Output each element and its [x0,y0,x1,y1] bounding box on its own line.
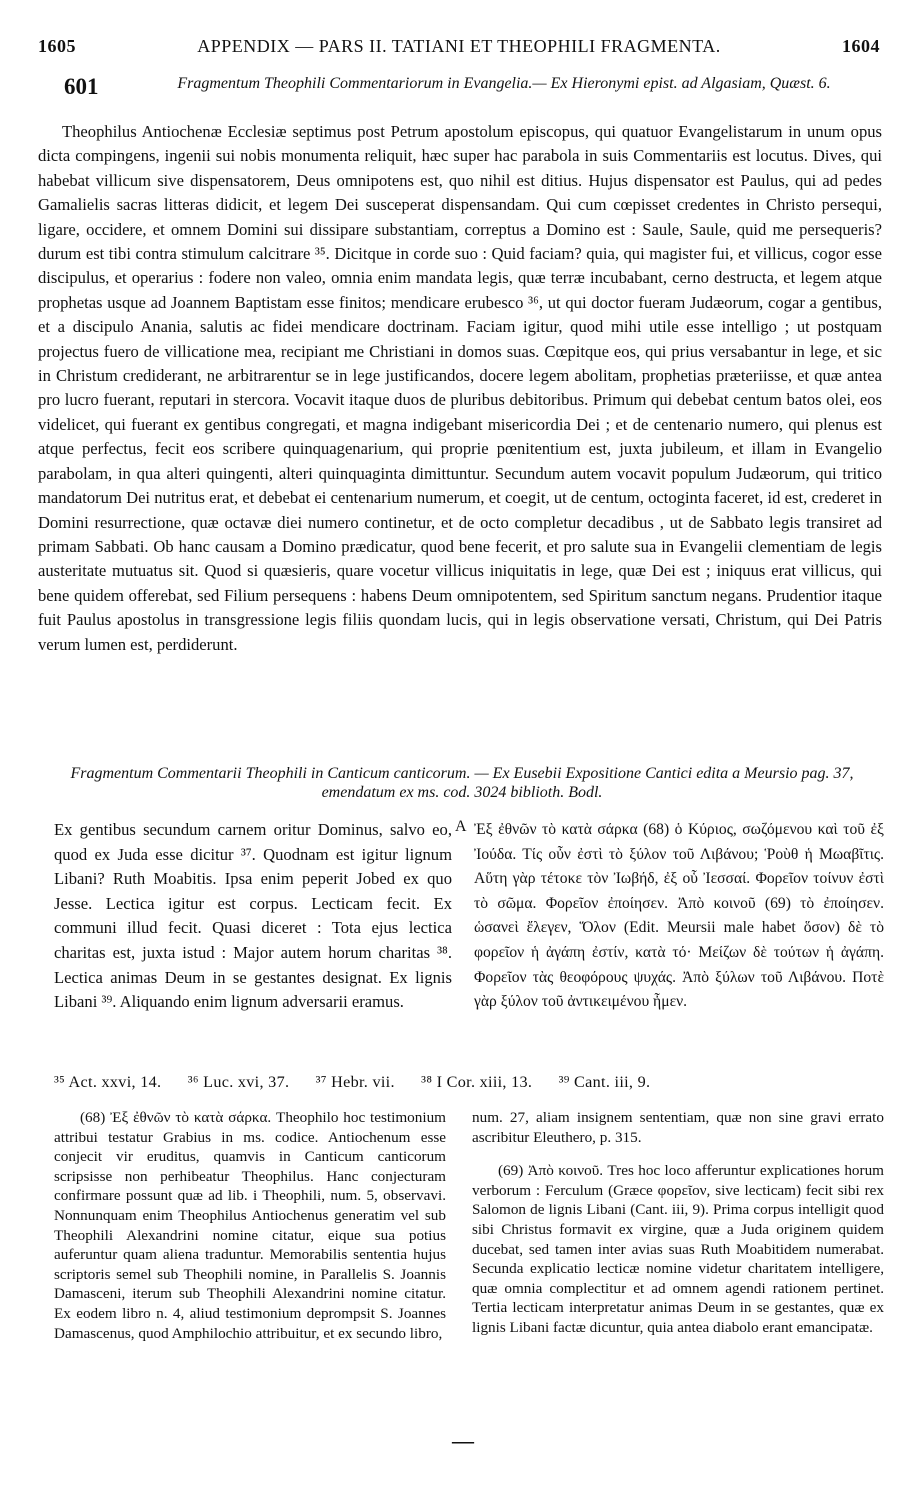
running-title: APPENDIX — PARS II. TATIANI ET THEOPHILI FRAGMENTA. [197,36,721,56]
running-header [38,36,880,58]
reference-36: ³⁶ Luc. xvi, 37. [187,1073,290,1091]
reference-37: ³⁷ Hebr. vii. [315,1073,395,1091]
scripture-references [54,1073,884,1092]
reference-35: ³⁵ Act. xxvi, 14. [54,1073,162,1091]
latin-paragraph: Ex gentibus secundum carnem oritur Dominus, salvo eo, quod ex Juda esse dicitur ³⁷. Quodnam est igitur lignum Libani? Ruth Moabitis. Ipsa enim peperit Jobed ex quo Jesse. Lectica igitur est corpus. Lecticam fecit. Ex communi illud fecit. Quasi diceret : Tota ejus lectica charitas est, juxta istud : Major autem horum charitas ³⁸. Lectica animas Deum in se gestantes designat. Ex lignis Libani ³⁹. Aliquando enim lignum adversarii eramus. [54,820,452,1012]
canticum-fragment-title: Fragmentum Commentarii Theophili in Canticum canticorum. — Ex Eusebii Expositione Cantici edita a Meursio pag. 37, emendatum ex ms. cod. 3024 biblioth. Bodl. [70,765,854,801]
notes-right-column [472,1108,884,1338]
page-number-left: 1605 [38,36,76,56]
greek-column [474,818,884,1015]
reference-39: ³⁹ Cant. iii, 9. [558,1073,651,1091]
main-text [38,120,882,657]
fragment-number: 601 [64,74,99,99]
greek-paragraph: Ἐξ ἐθνῶν τὸ κατὰ σάρκα (68) ὁ Κύριος, σωζόμενου καὶ τοῦ ἐξ Ἰούδα. Τίς οὖν ἐστὶ τὸ ξύλον τοῦ Λιβάνου; Ῥοὺθ ἡ Μωαβῖτις. Αὕτη γὰρ τέτοκε τὸν Ἰωβήδ, ἐξ οὗ Ἰεσσαί. Φορεῖον τοίνυν ἐστὶ τὸ σῶμα. Φορεῖον ἐποίησεν. Ἀπὸ κοινοῦ (69) τὸ ἐποίησεν. ὡσανεὶ ἔλεγεν, Ὅλον (Edit. Meursii male habet ὅσον) δὲ τὸ φορεῖον ἡ ἀγάπη ἐστίν, κατὰ τό· Μείζων δὲ τούτων ἡ ἀγάπη. Φορεῖον τὰς θεοφόρους ψυχάς. Ἀπὸ ξύλων τοῦ Λιβάνου. Ποτὲ γὰρ ξύλον τοῦ ἀντικειμένου ἦμεν. [474,821,884,1011]
reference-38: ³⁸ I Cor. xiii, 13. [421,1073,533,1091]
bottom-dash: — [452,1428,474,1453]
latin-column [54,818,452,1015]
note-68-continued: num. 27, aliam insignem sententiam, quæ non sine gravi errato ascribitur Eleuthero, p. 315. [472,1109,884,1146]
notes-left-column [54,1108,446,1343]
note-68: (68) Ἐξ ἐθνῶν τὸ κατὰ σάρκα. Theophilo hoc testimonium attribui testatur Grabius in ms. codice. Antiochenum esse conjecit vir eruditus, quamvis in Canticum canticorum scripsisse non perhibeatur Theophilus. Hanc conjecturam confirmare possunt quæ ad lib. i Theophili, num. 5, observavi. Nonnunquam enim Theophilus Antiochenus generatim vel sub Theophili Alexandrini nomine citatur, eique sua potius auferuntur quam aliena traduntur. Memorabilis sententia hujus scriptoris semel sub Theophili nomine, in Parallelis S. Joannis Damasceni, iterum sub Theophili Alexandrini nomine citatur. Ex eodem libro n. 4, aliud testimonium deprompsit S. Joannes Damascenus, quod Amphilochio attribuitur, et ex secundo libro, [54,1109,446,1342]
fragment-title-text: Fragmentum Theophili Commentariorum in Evangelia.— Ex Hieronymi epist. ad Algasiam, Quæst. 6. [177,75,831,92]
margin-letter: A [455,818,467,835]
fragment-title [64,74,884,93]
page-number-right: 1604 [842,36,880,56]
main-paragraph: Theophilus Antiochenæ Ecclesiæ septimus post Petrum apostolum episcopus, qui quatuor Evangelistarum in unum opus dicta compingens, ingenii sui nobis monumenta reliquit, hæc super hac parabola in suis Commentariis est locutus. Dives, qui habebat villicum sive dispensatorem, Deus omnipotens est, quo nihil est ditius. Hujus dispensator est Paulus, qui ad pedes Gamalielis sacras litteras didicit, et legem Dei susceperat dispensandam. Qui cum cœpisset credentes in Christo persequi, ligare, occidere, et omnem Domini sui dissipare substantiam, correptus a Domino est : Saule, Saule, quid me persequeris? durum est tibi contra stimulum calcitrare ³⁵. Dicitque in corde suo : Quid faciam? quia, qui magister fui, et villicus, cogor esse discipulus, et operarius : fodere non valeo, omnia enim mandata legis, quæ terræ incubabant, cerno destructa, et legem atque prophetas usque ad Joannem Baptistam esse finitos; mendicare erubesco ³⁶, ut qui doctor fueram Judæorum, cogar a gentibus, et a discipulo Anania, salutis ac fidei mendicare doctrinam. Faciam igitur, quod mihi utile esse intelligo ; ut postquam projectus fuero de villicatione mea, recipiant me Christiani in domos suas. Cœpitque eos, qui prius versabantur in lege, et sic in Christum crediderant, ne arbitrarentur se in lege justificandos, docere legem abolitam, prophetias præteriisse, et quæ antea pro lucro fuerant, reputari in stercora. Vocavit itaque duos de pluribus debitoribus. Primum qui debebat centum batos olei, eos videlicet, qui fuerant ex gentibus congregati, et magna indigebant misericordia Dei ; et de centenario numero, qui plenus est atque perfectus, fecit eos scribere quinquagenarium, qui proprie pœnitentium est, juxta jubileum, et illam in Evangelio parabolam, in qua alteri quingenti, alteri quinquaginta dimittuntur. Secundum autem vocavit populum Judæorum, qui tritico mandatorum Dei nutritus erat, et debebat ei centenarium numerum, et coegit, ut de centum, octoginta faceret, id est, crederet in Domini resurrectione, quæ octavæ diei numero continetur, et de octo completur decadibus , ut de Sabbato legis transiret ad primam Sabbati. Ob hanc causam a Domino prædicatur, quod bene fecerit, et pro salute sua in Evangelii clementiam de legis austeritate mutuatus sit. Quod si quæsieris, quare vocetur villicus iniquitatis in lege, quæ Dei est ; iniquus erat villicus, qui bene quidem offerebat, sed Filium persequens : habens Deum omnipotentem, sed Spiritum sanctum negans. Prudentior itaque fuit Paulus apostolus in transgressione legis filiis quondam lucis, qui in legis observatione versati, Christum, qui Dei Patris verum lumen est, perdiderunt. [38,122,882,654]
note-69: (69) Ἀπὸ κοινοῦ. Tres hoc loco afferuntur explicationes horum verborum : Ferculum (Græce φορεῖον, sive lecticam) fecit sibi rex Salomon de lignis Libani (Cant. iii, 9). Prima corpus intelligit quod sibi Christus formavit ex virgine, quæ a Juda originem quidem ducebat, sed tamen inter avias suas Ruth Moabitidem numerabat. Secunda explicatio lecticæ nomine videtur charitatem intelligere, quæ omnia complectitur et ad omnem agendi rationem pertinet. Tertia lecticam interpretatur animas Deum in se gestantes, quæ ex lignis Libani factæ dicuntur, quia antea diabolo erant emancipatæ. [472,1162,884,1336]
